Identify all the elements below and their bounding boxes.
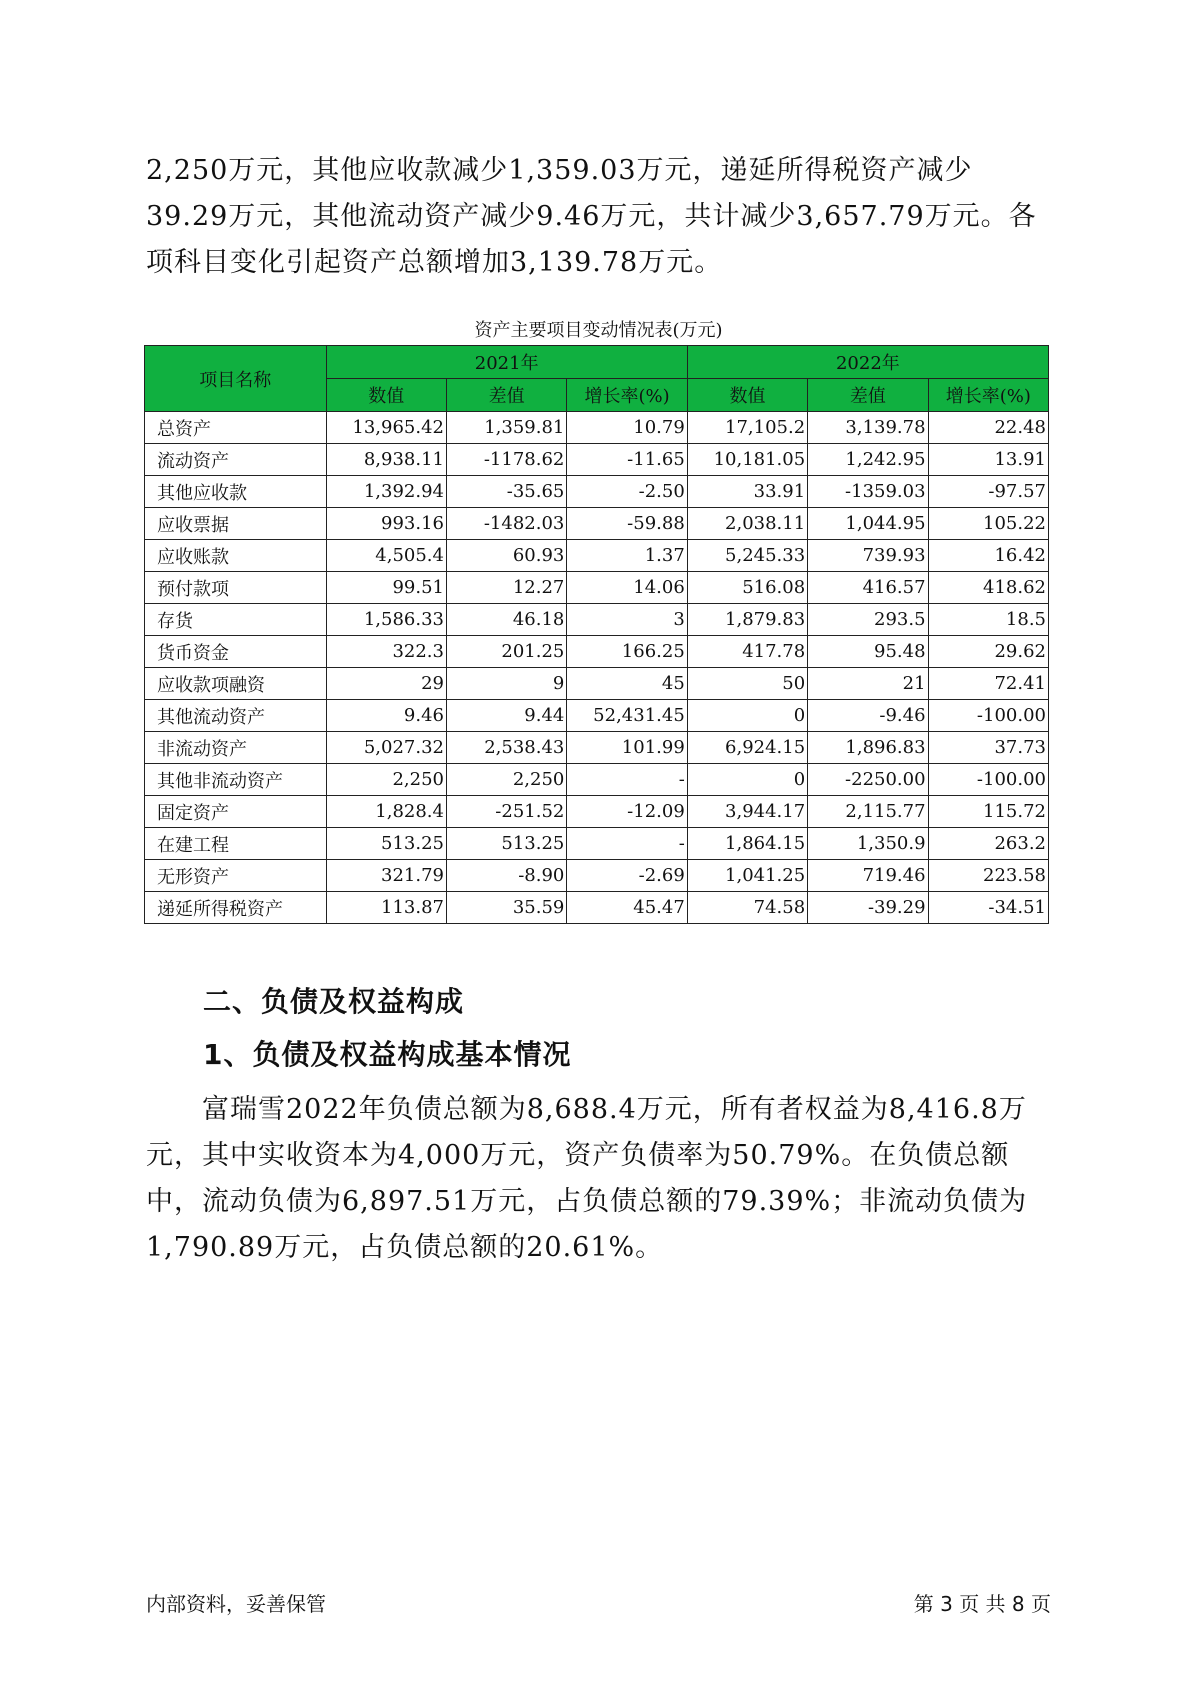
row-cell: -12.09 bbox=[567, 796, 687, 828]
table-row bbox=[145, 668, 1049, 700]
row-cell: 1,350.9 bbox=[808, 828, 928, 860]
row-cell: 719.46 bbox=[808, 860, 928, 892]
row-cell: 72.41 bbox=[928, 668, 1048, 700]
row-cell: 18.5 bbox=[928, 604, 1048, 636]
row-cell: 22.48 bbox=[928, 412, 1048, 444]
row-cell: 417.78 bbox=[687, 636, 807, 668]
row-cell: -59.88 bbox=[567, 508, 687, 540]
col-header-growth-2022: 增长率(%) bbox=[928, 379, 1048, 412]
table-row bbox=[145, 572, 1049, 604]
row-cell: 1,041.25 bbox=[687, 860, 807, 892]
row-cell: -2.50 bbox=[567, 476, 687, 508]
row-cell: 21 bbox=[808, 668, 928, 700]
row-cell: 0 bbox=[687, 700, 807, 732]
table-row bbox=[145, 860, 1049, 892]
row-cell: 60.93 bbox=[446, 540, 566, 572]
row-cell: 739.93 bbox=[808, 540, 928, 572]
table-row bbox=[145, 732, 1049, 764]
row-cell: - bbox=[567, 828, 687, 860]
row-item-name: 应收账款 bbox=[145, 540, 327, 572]
col-header-value-2022: 数值 bbox=[687, 379, 807, 412]
row-cell: 3 bbox=[567, 604, 687, 636]
row-cell: -8.90 bbox=[446, 860, 566, 892]
row-cell: -1359.03 bbox=[808, 476, 928, 508]
row-cell: 5,245.33 bbox=[687, 540, 807, 572]
table-row bbox=[145, 604, 1049, 636]
row-cell: 1,586.33 bbox=[326, 604, 446, 636]
row-cell: 993.16 bbox=[326, 508, 446, 540]
table-row bbox=[145, 540, 1049, 572]
row-cell: 293.5 bbox=[808, 604, 928, 636]
row-cell: 33.91 bbox=[687, 476, 807, 508]
row-cell: 13,965.42 bbox=[326, 412, 446, 444]
row-cell: 5,027.32 bbox=[326, 732, 446, 764]
assets-change-table bbox=[144, 345, 1049, 924]
table-row bbox=[145, 828, 1049, 860]
table-row bbox=[145, 700, 1049, 732]
intro-paragraph: 2,250万元，其他应收款减少1,359.03万元，递延所得税资产减少39.29万元，其他流动资产减少9.46万元，共计减少3,657.79万元。各项科目变化引起资产总额增加3,139.78万元。 bbox=[146, 155, 1037, 278]
row-cell: 263.2 bbox=[928, 828, 1048, 860]
footer-page-number: 第 3 页 共 8 页 bbox=[913, 1592, 1051, 1616]
row-cell: 321.79 bbox=[326, 860, 446, 892]
table-body bbox=[145, 412, 1049, 924]
row-cell: 101.99 bbox=[567, 732, 687, 764]
row-cell: 10,181.05 bbox=[687, 444, 807, 476]
col-header-diff-2022: 差值 bbox=[808, 379, 928, 412]
row-cell: -34.51 bbox=[928, 892, 1048, 924]
row-cell: 29.62 bbox=[928, 636, 1048, 668]
table-row bbox=[145, 508, 1049, 540]
row-cell: 29 bbox=[326, 668, 446, 700]
row-cell: 513.25 bbox=[446, 828, 566, 860]
col-header-value-2021: 数值 bbox=[326, 379, 446, 412]
row-cell: 4,505.4 bbox=[326, 540, 446, 572]
row-cell: 2,538.43 bbox=[446, 732, 566, 764]
row-cell: -9.46 bbox=[808, 700, 928, 732]
row-cell: 516.08 bbox=[687, 572, 807, 604]
row-cell: 12.27 bbox=[446, 572, 566, 604]
row-cell: 1,879.83 bbox=[687, 604, 807, 636]
row-cell: -2.69 bbox=[567, 860, 687, 892]
table-row bbox=[145, 444, 1049, 476]
item-name-header: 项目名称 bbox=[145, 346, 327, 412]
row-cell: 9 bbox=[446, 668, 566, 700]
row-item-name: 固定资产 bbox=[145, 796, 327, 828]
col-header-growth-2021: 增长率(%) bbox=[567, 379, 687, 412]
row-item-name: 应收票据 bbox=[145, 508, 327, 540]
table-row bbox=[145, 636, 1049, 668]
row-cell: -39.29 bbox=[808, 892, 928, 924]
row-item-name: 非流动资产 bbox=[145, 732, 327, 764]
row-cell: -11.65 bbox=[567, 444, 687, 476]
row-cell: 0 bbox=[687, 764, 807, 796]
row-cell: 418.62 bbox=[928, 572, 1048, 604]
row-cell: 513.25 bbox=[326, 828, 446, 860]
row-cell: 2,250 bbox=[446, 764, 566, 796]
row-cell: 16.42 bbox=[928, 540, 1048, 572]
row-cell: -35.65 bbox=[446, 476, 566, 508]
table-caption: 资产主要项目变动情况表(万元) bbox=[474, 320, 723, 341]
row-cell: -1178.62 bbox=[446, 444, 566, 476]
row-cell: 9.44 bbox=[446, 700, 566, 732]
table-row bbox=[145, 796, 1049, 828]
row-item-name: 总资产 bbox=[145, 412, 327, 444]
row-cell: 105.22 bbox=[928, 508, 1048, 540]
row-cell: 8,938.11 bbox=[326, 444, 446, 476]
row-cell: 37.73 bbox=[928, 732, 1048, 764]
row-cell: 115.72 bbox=[928, 796, 1048, 828]
row-cell: -100.00 bbox=[928, 764, 1048, 796]
row-cell: 50 bbox=[687, 668, 807, 700]
row-item-name: 其他非流动资产 bbox=[145, 764, 327, 796]
row-cell: 95.48 bbox=[808, 636, 928, 668]
row-cell: 14.06 bbox=[567, 572, 687, 604]
row-cell: 10.79 bbox=[567, 412, 687, 444]
row-item-name: 存货 bbox=[145, 604, 327, 636]
row-cell: 1,242.95 bbox=[808, 444, 928, 476]
row-cell: -100.00 bbox=[928, 700, 1048, 732]
row-item-name: 在建工程 bbox=[145, 828, 327, 860]
row-item-name: 递延所得税资产 bbox=[145, 892, 327, 924]
table-row bbox=[145, 476, 1049, 508]
row-cell: 1,044.95 bbox=[808, 508, 928, 540]
row-cell: 52,431.45 bbox=[567, 700, 687, 732]
row-cell: 46.18 bbox=[446, 604, 566, 636]
row-item-name: 货币资金 bbox=[145, 636, 327, 668]
row-cell: 13.91 bbox=[928, 444, 1048, 476]
row-cell: -251.52 bbox=[446, 796, 566, 828]
row-cell: -1482.03 bbox=[446, 508, 566, 540]
row-cell: -97.57 bbox=[928, 476, 1048, 508]
row-item-name: 应收款项融资 bbox=[145, 668, 327, 700]
row-cell: 35.59 bbox=[446, 892, 566, 924]
row-item-name: 流动资产 bbox=[145, 444, 327, 476]
row-cell: -2250.00 bbox=[808, 764, 928, 796]
row-item-name: 无形资产 bbox=[145, 860, 327, 892]
row-cell: 416.57 bbox=[808, 572, 928, 604]
sub-heading: 1、负债及权益构成基本情况 bbox=[203, 1038, 572, 1071]
row-cell: 2,038.11 bbox=[687, 508, 807, 540]
row-cell: 2,250 bbox=[326, 764, 446, 796]
row-cell: 45 bbox=[567, 668, 687, 700]
row-cell: 223.58 bbox=[928, 860, 1048, 892]
year-2021-header: 2021年 bbox=[326, 346, 687, 379]
row-cell: 17,105.2 bbox=[687, 412, 807, 444]
year-2022-header: 2022年 bbox=[687, 346, 1048, 379]
row-cell: 9.46 bbox=[326, 700, 446, 732]
row-item-name: 其他应收款 bbox=[145, 476, 327, 508]
row-cell: 3,944.17 bbox=[687, 796, 807, 828]
table-row bbox=[145, 892, 1049, 924]
row-cell: 1.37 bbox=[567, 540, 687, 572]
col-header-diff-2021: 差值 bbox=[446, 379, 566, 412]
row-cell: 45.47 bbox=[567, 892, 687, 924]
row-item-name: 其他流动资产 bbox=[145, 700, 327, 732]
section-heading: 二、负债及权益构成 bbox=[203, 985, 465, 1018]
row-cell: 1,828.4 bbox=[326, 796, 446, 828]
row-cell: 74.58 bbox=[687, 892, 807, 924]
row-cell: 322.3 bbox=[326, 636, 446, 668]
row-cell: 6,924.15 bbox=[687, 732, 807, 764]
row-cell: 166.25 bbox=[567, 636, 687, 668]
row-cell: 1,359.81 bbox=[446, 412, 566, 444]
row-cell: 201.25 bbox=[446, 636, 566, 668]
table-row bbox=[145, 412, 1049, 444]
row-item-name: 预付款项 bbox=[145, 572, 327, 604]
row-cell: 1,896.83 bbox=[808, 732, 928, 764]
table-row bbox=[145, 764, 1049, 796]
row-cell: 1,864.15 bbox=[687, 828, 807, 860]
row-cell: 2,115.77 bbox=[808, 796, 928, 828]
row-cell: 113.87 bbox=[326, 892, 446, 924]
footer-confidential-note: 内部资料，妥善保管 bbox=[146, 1592, 326, 1616]
row-cell: 1,392.94 bbox=[326, 476, 446, 508]
row-cell: 99.51 bbox=[326, 572, 446, 604]
body-paragraph: 富瑞雪2022年负债总额为8,688.4万元，所有者权益为8,416.8万元，其中实收资本为4,000万元，资产负债率为50.79%。在负债总额中，流动负债为6,897.51万元，占负债总额的79.39%；非流动负债为1,790.89万元，占负债总额的20.61%。 bbox=[146, 1094, 1028, 1263]
row-cell: 3,139.78 bbox=[808, 412, 928, 444]
row-cell: - bbox=[567, 764, 687, 796]
